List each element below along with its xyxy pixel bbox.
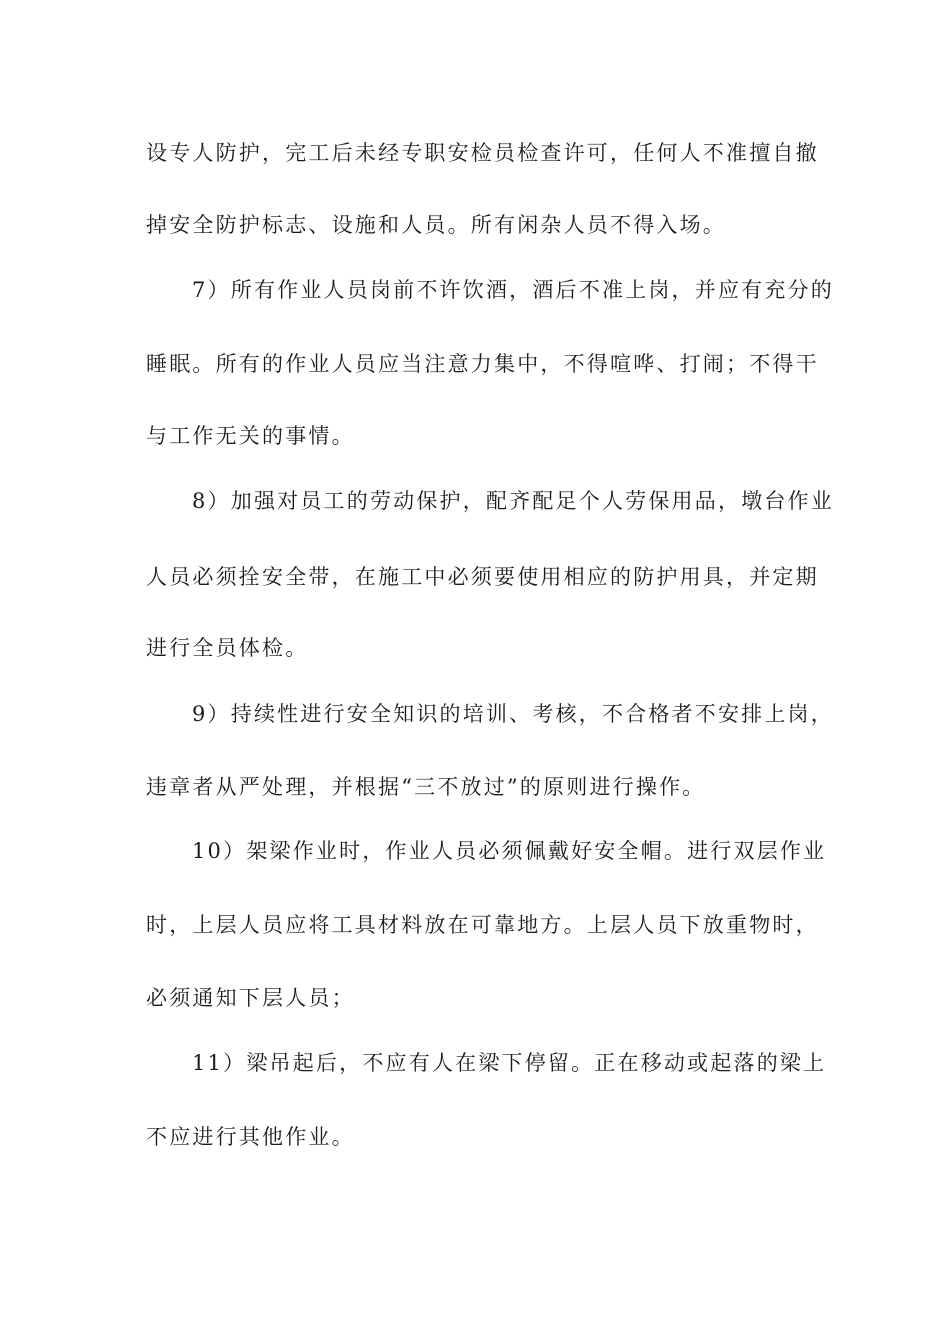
- text-line: 掉安全防护标志、设施和人员。所有闲杂人员不得入场。: [146, 213, 726, 237]
- text-line: 8）加强对员工的劳动保护，配齐配足个人劳保用品，墩台作业: [192, 489, 834, 513]
- text-line: 进行全员体检。: [146, 636, 309, 660]
- text-line: 人员必须拴安全带，在施工中必须要使用相应的防护用具，并定期: [146, 565, 819, 589]
- text-line: 违章者从严处理，并根据“三不放过”的原则进行操作。: [146, 775, 706, 799]
- text-line: 9）持续性进行安全知识的培训、考核，不合格者不安排上岗，: [192, 702, 834, 726]
- text-line: 不应进行其他作业。: [146, 1125, 355, 1149]
- text-line: 时，上层人员应将工具材料放在可靠地方。上层人员下放重物时，: [146, 913, 819, 937]
- text-line: 睡眠。所有的作业人员应当注意力集中，不得喧哗、打闹；不得干: [146, 352, 819, 376]
- text-line: 与工作无关的事情。: [146, 424, 355, 448]
- text-line: 必须通知下层人员；: [146, 986, 355, 1010]
- text-line: 10）架梁作业时，作业人员必须佩戴好安全帽。进行双层作业: [192, 839, 827, 863]
- text-line: 7）所有作业人员岗前不许饮酒，酒后不准上岗，并应有充分的: [192, 278, 834, 302]
- text-line: 设专人防护，完工后未经专职安检员检查许可，任何人不准擅自撤: [146, 141, 819, 165]
- text-line: 11）梁吊起后，不应有人在梁下停留。正在移动或起落的梁上: [192, 1051, 827, 1075]
